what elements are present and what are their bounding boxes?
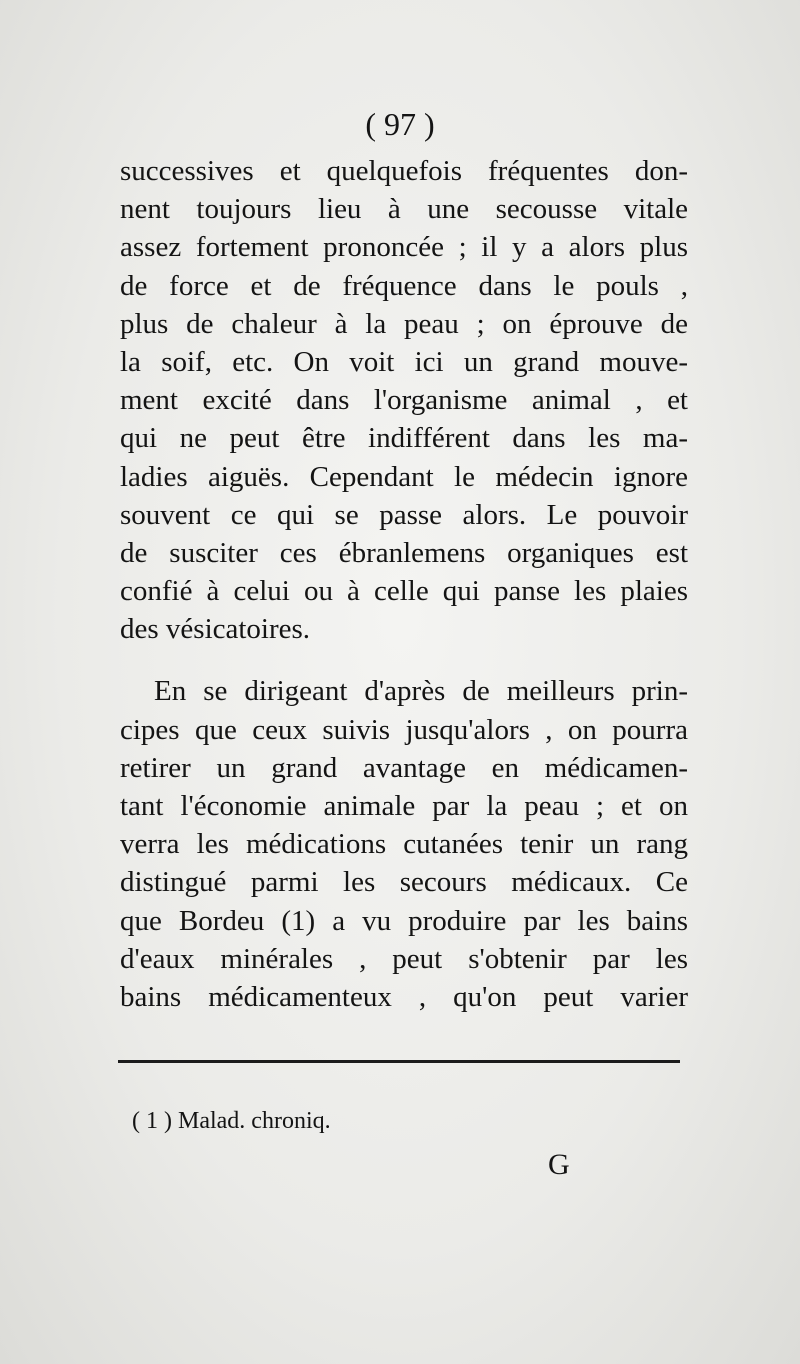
text-line: de susciter ces ébranlemens organiques est: [120, 536, 688, 569]
text-line: de force et de fréquence dans le pouls ,: [120, 269, 688, 302]
text-line: cipes que ceux suivis jusqu'alors , on pourra: [120, 713, 688, 746]
text-line: des vésicatoires.: [120, 613, 311, 646]
text-line: la soif, etc. On voit ici un grand mouve-: [120, 345, 688, 378]
text-line: retirer un grand avantage en médicamen-: [120, 751, 688, 784]
text-line: qui ne peut être indifférent dans les ma-: [120, 422, 688, 455]
text-line: successives et quelquefois fréquentes don-: [120, 155, 688, 187]
text-line: bains médicamenteux , qu'on peut varier: [120, 980, 688, 1013]
text-line: ladies aiguës. Cependant le médecin ignore: [120, 460, 688, 493]
text-line: distingué parmi les secours médicaux. Ce: [120, 866, 688, 899]
text-line: tant l'économie animale par la peau ; et on: [120, 790, 688, 822]
footnote: ( 1 ) Malad. chroniq.: [132, 1108, 331, 1134]
paragraph-gap: [120, 648, 688, 672]
body-text: [120, 152, 688, 1016]
text-line: nent toujours lieu à une secousse vitale: [120, 193, 688, 226]
text-line: confié à celui ou à celle qui panse les plaies: [120, 575, 688, 608]
text-line: que Bordeu (1) a vu produire par les bains: [120, 904, 688, 937]
signature-mark: G: [548, 1148, 570, 1181]
text-line: verra les médications cutanées tenir un rang: [120, 828, 688, 861]
paragraph-1: [120, 152, 688, 648]
text-line: assez fortement prononcée ; il y a alors plus: [120, 231, 688, 264]
footnote-divider: [118, 1060, 680, 1063]
text-line: En se dirigeant d'après de meilleurs prin-: [154, 675, 688, 708]
text-line: souvent ce qui se passe alors. Le pouvoir: [120, 498, 688, 531]
page-number: ( 97 ): [365, 106, 435, 142]
text-line: d'eaux minérales , peut s'obtenir par les: [120, 942, 688, 975]
text-line: plus de chaleur à la peau ; on éprouve de: [120, 307, 688, 340]
paragraph-2: [120, 672, 688, 1016]
text-line: ment excité dans l'organisme animal , et: [120, 384, 688, 417]
